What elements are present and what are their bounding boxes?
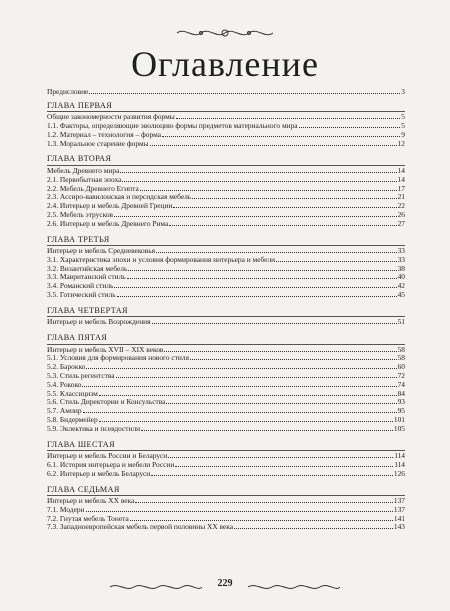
toc-entry-page: 74: [397, 379, 405, 389]
toc-entry: [47, 140, 405, 149]
dot-leader: [135, 501, 393, 503]
chapter-block: [47, 306, 405, 327]
chapter-block: [47, 333, 405, 433]
toc-entry-page: 95: [397, 406, 405, 416]
toc-entry-text: 5.2. Барокко: [47, 362, 86, 372]
chapter-list: [47, 101, 405, 532]
toc-entry-page: 137: [393, 496, 405, 505]
dot-leader: [117, 295, 397, 297]
dot-leader: [299, 126, 401, 128]
toc-entry-page: 27: [397, 218, 405, 228]
dot-leader: [168, 456, 393, 458]
dot-leader: [127, 277, 397, 279]
toc-entry-text: Мебель Древнего мира: [47, 165, 120, 175]
toc-entry-text: 7.1. Модерн: [47, 504, 85, 514]
toc-entry-text: 5.3. Стиль регентства: [47, 371, 115, 381]
dot-leader: [116, 376, 397, 378]
toc-entry-text: 1.3. Моральное старение формы: [47, 138, 149, 148]
page-title: Оглавление: [131, 44, 319, 84]
toc-entry-text: Интерьер и мебель России и Беларуси: [47, 451, 168, 461]
dot-leader: [86, 367, 396, 369]
dot-leader: [89, 92, 400, 94]
toc-entry-page: 137: [393, 504, 405, 514]
chapter-block: [47, 485, 405, 533]
toc-entry: [47, 470, 405, 479]
dot-leader: [141, 429, 393, 431]
toc-entry: [47, 220, 405, 229]
toc-entry: [47, 425, 405, 434]
toc-entry-text: 3.4. Романский стиль: [47, 281, 114, 291]
dot-leader: [114, 286, 396, 288]
dot-leader: [99, 420, 393, 422]
toc-entry-page: 114: [394, 459, 405, 469]
toc-entry-page: 45: [397, 290, 405, 300]
toc-entry-text: 5.9. Эклектика и псевдостили: [47, 423, 141, 433]
chapter-heading: ГЛАВА ШЕСТАЯ: [47, 440, 405, 452]
toc-entry-page: 72: [397, 371, 405, 381]
toc-entry-page: 93: [397, 397, 405, 407]
chapter-block: [47, 440, 405, 479]
toc-entry-page: 33: [397, 254, 405, 264]
toc-entry-text: 2.5. Мебель этрусков: [47, 209, 114, 219]
toc-entry: [47, 372, 405, 381]
toc-entry-text: Предисловие: [47, 87, 89, 96]
toc-entry-text: 2.4. Интерьер и мебель Древней Греции: [47, 201, 173, 211]
dot-leader: [173, 206, 396, 208]
chapter-heading: ГЛАВА ПЯТАЯ: [47, 333, 405, 345]
toc-entry-page: 17: [397, 183, 405, 193]
toc-entry-text: 3.3. Мавританский стиль: [47, 272, 126, 282]
toc-entry-page: 42: [397, 281, 405, 291]
dot-leader: [99, 394, 397, 396]
page-number: 229: [217, 578, 233, 589]
table-of-contents: [47, 88, 405, 532]
toc-entry: [47, 354, 405, 363]
toc-entry-text: 2.6. Интерьер и мебель Древнего Рима: [47, 218, 169, 228]
toc-entry-page: 84: [397, 388, 405, 398]
toc-entry: [47, 291, 405, 300]
dot-leader: [164, 350, 396, 352]
dot-leader: [83, 411, 397, 413]
toc-entry-page: 38: [397, 263, 405, 273]
toc-entry: [47, 318, 405, 327]
dot-leader: [169, 224, 396, 226]
toc-entry: [47, 523, 405, 532]
toc-entry-page: 5: [401, 112, 405, 122]
top-ornament-icon: [175, 26, 275, 40]
toc-entry-text: 3.1. Характеристика эпохи и условия формирования интерьера и мебели: [47, 254, 276, 264]
toc-entry-text: Интерьер и мебель XX века: [47, 496, 135, 505]
toc-entry-page: 12: [397, 138, 405, 148]
dot-leader: [175, 465, 393, 467]
dot-leader: [276, 260, 397, 262]
toc-entry-text: 5.5. Классицизм: [47, 388, 98, 398]
toc-entry-text: 1.2. Материал – технология – форма: [47, 129, 161, 139]
toc-entry-page: 105: [393, 423, 405, 433]
toc-entry-text: 5.4. Рококо: [47, 379, 82, 389]
toc-entry-text: 7.3. Западноевропейская мебель первой половины XX века: [47, 522, 234, 532]
dot-leader: [156, 251, 397, 253]
toc-entry-page: 101: [393, 415, 405, 425]
toc-entry-preface: [47, 88, 405, 97]
toc-entry-page: 143: [393, 522, 405, 532]
toc-entry-page: 126: [393, 468, 405, 478]
dot-leader: [162, 135, 400, 137]
toc-entry-text: 5.7. Ампир: [47, 406, 82, 416]
dot-leader: [176, 117, 401, 119]
chapter-heading: ГЛАВА ЧЕТВЕРТАЯ: [47, 306, 405, 318]
chapter-block: [47, 101, 405, 149]
toc-entry-text: 5.1. Условия для формирования нового стиля: [47, 353, 189, 363]
toc-entry-page: 33: [397, 246, 405, 256]
toc-entry-page: 9: [401, 129, 405, 139]
dot-leader: [86, 510, 393, 512]
toc-entry-text: 3.5. Готический стиль: [47, 290, 116, 300]
chapter-heading: ГЛАВА ВТОРАЯ: [47, 154, 405, 166]
toc-entry-text: 5.6. Стиль Директории и Консульства: [47, 397, 166, 407]
toc-entry-text: 1.1. Факторы, определяющие эволюцию формы предметов материального мира: [47, 121, 298, 131]
toc-entry-page: 58: [397, 344, 405, 354]
toc-entry-text: 2.3. Ассиро-вавилонская и персидская мебель: [47, 192, 192, 202]
dot-leader: [114, 215, 397, 217]
toc-entry-text: Интерьер и мебель Средневековья: [47, 246, 156, 256]
toc-entry: [47, 407, 405, 416]
dot-leader: [166, 402, 396, 404]
toc-entry-page: 40: [397, 272, 405, 282]
dot-leader: [151, 474, 393, 476]
dot-leader: [128, 269, 396, 271]
toc-entry-text: 7.2. Гнутая мебель Тонета: [47, 513, 129, 523]
toc-entry: [47, 497, 405, 506]
footer-ornament-right-icon: [248, 582, 340, 592]
toc-entry-page: 26: [397, 209, 405, 219]
dot-leader: [122, 180, 396, 182]
dot-leader: [152, 322, 397, 324]
dot-leader: [130, 519, 393, 521]
dot-leader: [234, 527, 393, 529]
toc-entry-text: Интерьер и мебель Возрождения: [47, 317, 151, 327]
toc-entry-page: 14: [397, 174, 405, 184]
toc-entry-page: 21: [397, 192, 405, 202]
toc-entry-page: 114: [394, 451, 405, 461]
toc-entry-text: Общие закономерности развития формы: [47, 112, 175, 122]
dot-leader: [190, 358, 397, 360]
dot-leader: [140, 189, 397, 191]
toc-entry-page: 51: [397, 317, 405, 327]
toc-entry-text: 3.2. Византийская мебель: [47, 263, 128, 273]
toc-entry-text: 2.2. Мебель Древнего Египта: [47, 183, 139, 193]
toc-entry: [47, 398, 405, 407]
dot-leader: [82, 385, 396, 387]
toc-entry-page: 141: [393, 513, 405, 523]
toc-entry-page: 3: [401, 87, 405, 96]
toc-entry-page: 58: [397, 353, 405, 363]
toc-entry-page: 22: [397, 201, 405, 211]
toc-entry-text: 6.2. Интерьер и мебель Беларуси: [47, 468, 151, 478]
chapter-heading: ГЛАВА ПЕРВАЯ: [47, 101, 405, 113]
toc-entry-page: 14: [397, 165, 405, 175]
toc-entry-text: Интерьер и мебель XVII – XIX веков: [47, 344, 164, 354]
dot-leader: [192, 197, 396, 199]
dot-leader: [150, 144, 397, 146]
chapter-heading: ГЛАВА ТРЕТЬЯ: [47, 235, 405, 247]
toc-entry-page: 5: [401, 121, 405, 131]
toc-entry-page: 60: [397, 362, 405, 372]
toc-entry-text: 5.8. Бидермейер: [47, 415, 98, 425]
toc-entry-text: 6.1. История интерьера и мебели России: [47, 459, 175, 469]
toc-entry-text: 2.1. Первобытная эпоха: [47, 174, 122, 184]
dot-leader: [120, 171, 396, 173]
toc-entry: [47, 381, 405, 390]
chapter-block: [47, 154, 405, 228]
chapter-heading: ГЛАВА СЕДЬМАЯ: [47, 485, 405, 497]
chapter-block: [47, 235, 405, 300]
